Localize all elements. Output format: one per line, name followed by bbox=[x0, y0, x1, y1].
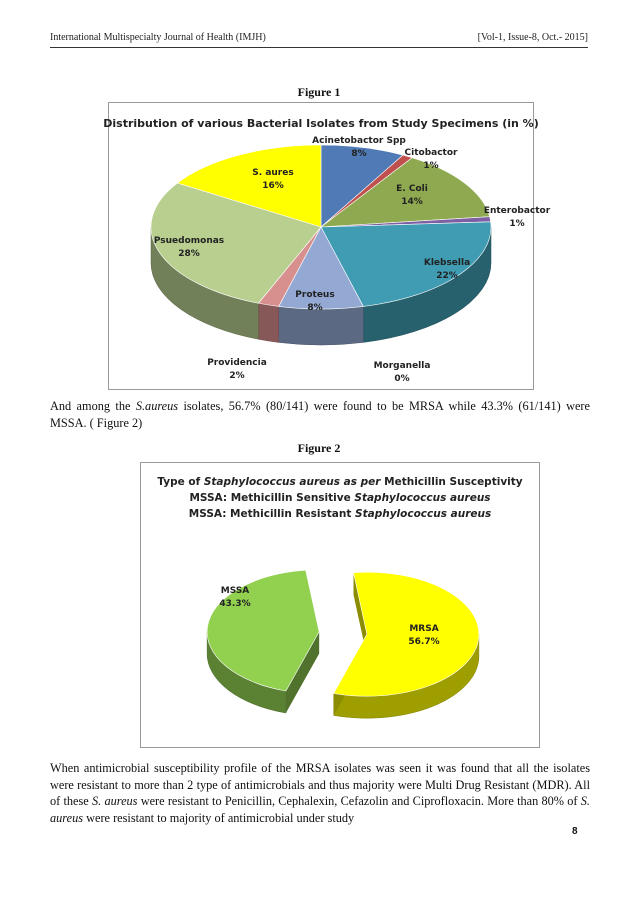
chart1-label-morganella: Morganella bbox=[373, 361, 431, 371]
chart1-value-e-coli: 14% bbox=[401, 197, 423, 207]
chart1-label-e-coli: E. Coli bbox=[396, 184, 428, 194]
figure1-chart bbox=[103, 102, 551, 390]
chart1-label-citobactor: Citobactor bbox=[404, 148, 458, 158]
para2-text-a: When antimicrobial susceptibility profile of the MRSA isolates was seen it was found that all the isolates were resistant to more than 2 type of antimicrobials and thus majority were Multi Drug Resistant (MDR). All of these bbox=[50, 761, 590, 809]
chart1-label-enterobactor: Enterobactor bbox=[483, 206, 551, 216]
chart2-label-mrsa: MRSA bbox=[409, 624, 439, 634]
chart1-value-morganella: 0% bbox=[394, 374, 410, 384]
chart1-value-proteus: 8% bbox=[307, 303, 323, 313]
para2-text-c: were resistant to majority of antimicrobial under study bbox=[83, 810, 355, 825]
paragraph-mrsa-intro bbox=[50, 398, 590, 431]
issue-info: [Vol-1, Issue-8, Oct.- 2015] bbox=[477, 32, 588, 43]
chart1-value-citobactor: 1% bbox=[423, 161, 439, 171]
chart2-title-line-1: Type of Staphylococcus aureus as per Methicillin Susceptivity bbox=[157, 476, 523, 488]
chart2-value-mssa: 43.3% bbox=[219, 599, 251, 609]
chart1-title: Distribution of various Bacterial Isolates from Study Specimens (in %) bbox=[103, 117, 539, 130]
paragraph-mrsa-profile bbox=[50, 760, 590, 826]
figure1-caption: Figure 1 bbox=[297, 85, 341, 99]
chart1-label-providencia: Providencia bbox=[207, 358, 267, 368]
chart1-value-acinetobactor-spp: 8% bbox=[351, 149, 367, 159]
chart1-label-klebsella: Klebsella bbox=[423, 258, 471, 268]
figure1-svg bbox=[103, 103, 551, 389]
running-header bbox=[50, 28, 588, 46]
chart2-value-mrsa: 56.7% bbox=[408, 637, 440, 647]
page-number: 8 bbox=[572, 826, 578, 837]
chart1-label-acinetobactor-spp: Acinetobactor Spp bbox=[312, 136, 406, 146]
figure2-svg bbox=[141, 463, 539, 747]
chart1-value-psuedomonas: 28% bbox=[178, 249, 200, 259]
chart1-label-s-aures: S. aures bbox=[252, 168, 294, 178]
header-rule bbox=[50, 47, 588, 48]
slice-side-providencia bbox=[258, 303, 278, 342]
chart2-title-line-2: MSSA: Methicillin Sensitive Staphylococcus aureus bbox=[189, 492, 491, 504]
para1-organism: S.aureus bbox=[135, 399, 179, 413]
chart2-label-mssa: MSSA bbox=[220, 586, 250, 596]
chart2-title-line-3: MSSA: Methicillin Resistant Staphylococcus aureus bbox=[188, 508, 492, 520]
chart1-label-proteus: Proteus bbox=[295, 290, 335, 300]
para1-text-a: And among the bbox=[50, 399, 136, 413]
figure2-chart bbox=[140, 462, 540, 748]
figure2-caption: Figure 2 bbox=[297, 441, 341, 455]
para2-organism-b: S. aureus bbox=[50, 794, 590, 825]
chart1-value-enterobactor: 1% bbox=[509, 219, 525, 229]
para2-organism-a: S. aureus bbox=[91, 794, 138, 809]
journal-name: International Multispecialty Journal of Health (IMJH) bbox=[50, 32, 266, 43]
chart2-title bbox=[157, 476, 522, 520]
chart1-value-klebsella: 22% bbox=[436, 271, 458, 281]
chart1-value-s-aures: 16% bbox=[262, 181, 284, 191]
para2-text-b: were resistant to Penicillin, Cephalexin, Cefazolin and Ciprofloxacin. More than 80% of bbox=[137, 794, 581, 809]
chart1-value-providencia: 2% bbox=[229, 371, 245, 381]
chart1-label-psuedomonas: Psuedomonas bbox=[153, 236, 225, 246]
para1-text-b: isolates, 56.7% (80/141) were found to be MRSA while 43.3% (61/141) were MSSA. ( Figure 2) bbox=[50, 399, 590, 430]
